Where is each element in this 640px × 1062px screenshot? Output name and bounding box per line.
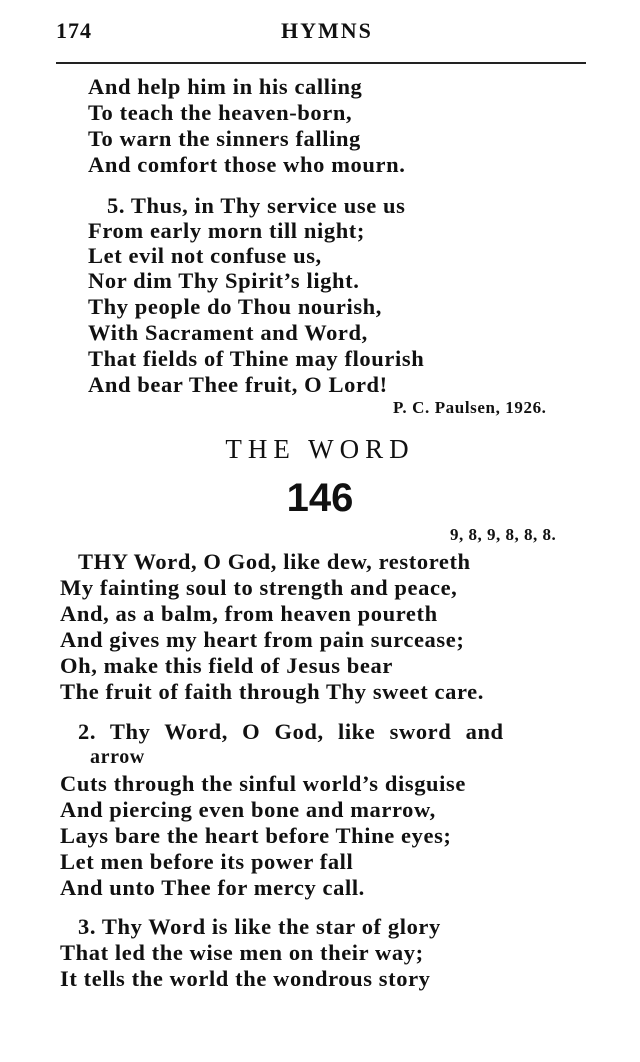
verse-line: That led the wise men on their way; — [60, 940, 424, 965]
verse-line: Nor dim Thy Spirit’s light. — [88, 268, 360, 293]
verse-line: And piercing even bone and marrow, — [60, 797, 436, 822]
hymn-number: 146 — [286, 476, 354, 520]
section-title: THE WORD — [225, 434, 415, 464]
verse-line: And help him in his calling — [88, 74, 363, 99]
verse-line: And gives my heart from pain surcease; — [60, 627, 465, 652]
verse-line: The fruit of faith through Thy sweet care. — [60, 679, 484, 704]
verse-line: From early morn till night; — [88, 218, 365, 243]
verse-line: Let men before its power fall — [60, 849, 354, 874]
verse-line: 5. Thus, in Thy service use us — [107, 193, 406, 218]
verse-line: Lays bare the heart before Thine eyes; — [60, 823, 452, 848]
hymn-meter: 9, 8, 9, 8, 8, 8. — [450, 525, 557, 544]
verse-line: It tells the world the wondrous story — [60, 966, 431, 991]
verse-line: Cuts through the sinful world’s disguise — [60, 771, 466, 796]
verse-line: And comfort those who mourn. — [88, 152, 406, 177]
running-title: HYMNS — [281, 18, 373, 43]
verse-line: Oh, make this field of Jesus bear — [60, 653, 393, 678]
verse-line: To teach the heaven-born, — [88, 100, 353, 125]
verse-line: To warn the sinners falling — [88, 126, 361, 151]
verse-line: And unto Thee for mercy call. — [60, 875, 365, 900]
page-number: 174 — [56, 18, 92, 43]
page-header — [56, 18, 584, 52]
verse-line: That fields of Thine may flourish — [88, 346, 425, 371]
verse-line: And bear Thee fruit, O Lord! — [88, 372, 388, 397]
verse-line: 3. Thy Word is like the star of glory — [78, 914, 441, 939]
verse-line: My fainting soul to strength and peace, — [60, 575, 458, 600]
verse-line: 2. Thy Word, O God, like sword and — [78, 719, 504, 744]
verse-line: arrow — [90, 746, 145, 768]
verse-line: THY Word, O God, like dew, restoreth — [78, 549, 471, 574]
author-attribution: P. C. Paulsen, 1926. — [393, 398, 547, 417]
header-rule — [56, 62, 586, 64]
verse-line: And, as a balm, from heaven poureth — [60, 601, 438, 626]
verse-line: Thy people do Thou nourish, — [88, 294, 383, 319]
verse-line: With Sacrament and Word, — [88, 320, 368, 345]
verse-line: Let evil not confuse us, — [88, 243, 322, 268]
